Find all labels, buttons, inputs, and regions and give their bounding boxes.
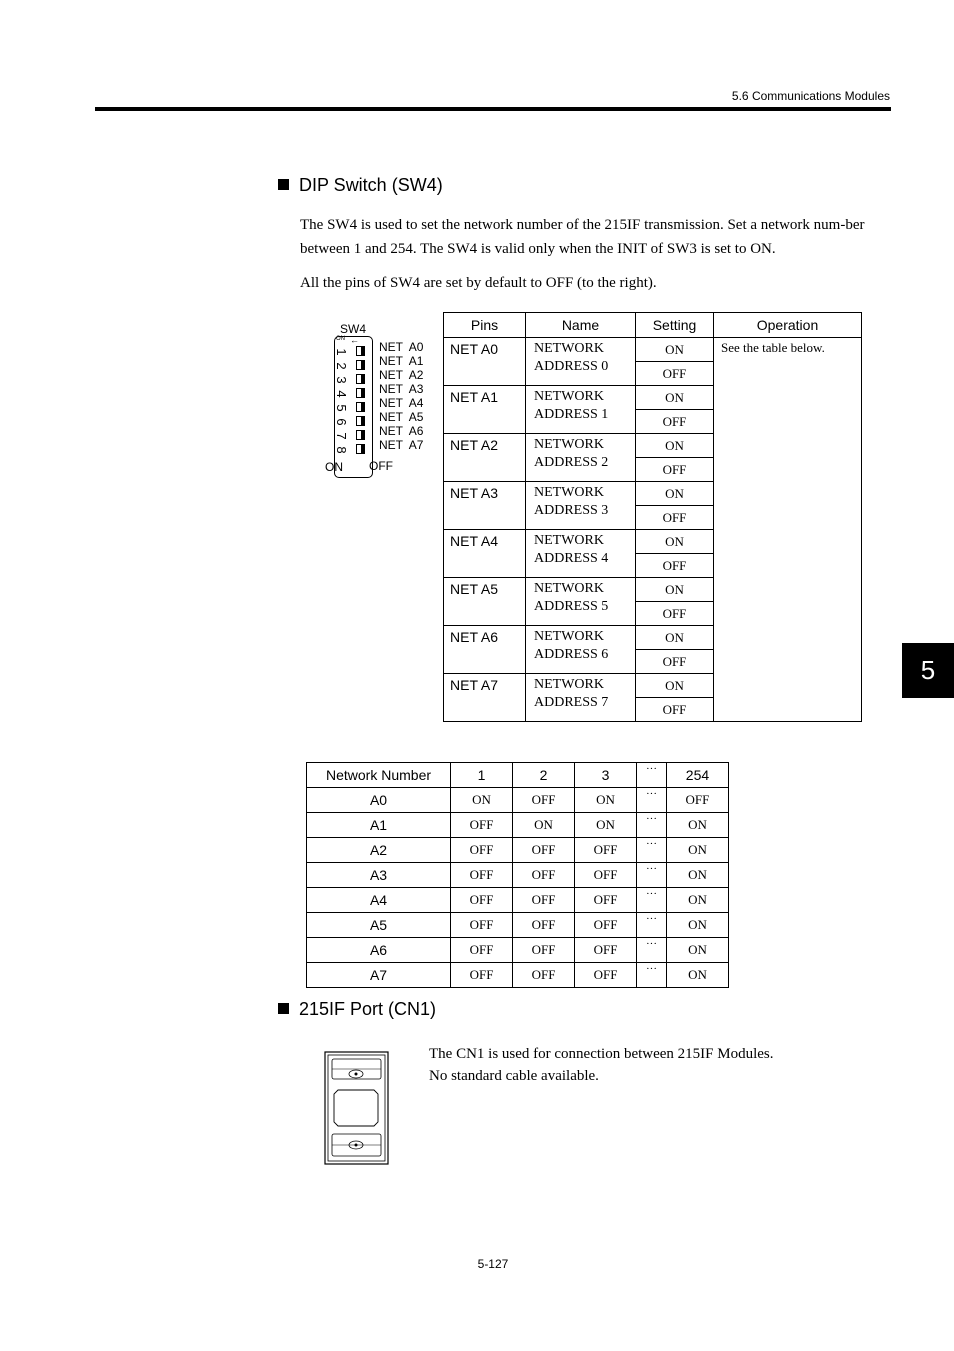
table-header-row <box>444 313 862 338</box>
col-header: 1 <box>451 763 513 788</box>
table-cell: OFF <box>575 938 637 963</box>
pin-cell: NET A7 <box>444 674 526 722</box>
name-line: ADDRESS 1 <box>534 407 609 422</box>
row-header: A2 <box>307 838 451 863</box>
setting-on: ON <box>636 338 714 362</box>
name-line: NETWORK <box>534 677 604 692</box>
row-header: A0 <box>307 788 451 813</box>
name-line: ADDRESS 5 <box>534 599 609 614</box>
row-header: A6 <box>307 938 451 963</box>
chapter-tab: 5 <box>902 643 954 698</box>
table-row <box>307 788 729 813</box>
cn1-line-2: No standard cable available. <box>429 1068 599 1084</box>
table-cell: OFF <box>666 788 728 813</box>
name-cell <box>526 674 636 722</box>
switch-on-mark: ON <box>336 336 345 342</box>
table-cell: ON <box>666 963 728 988</box>
arrow-left-icon: ← <box>350 335 359 345</box>
running-header: 5.6 Communications Modules <box>731 89 890 103</box>
name-line: ADDRESS 3 <box>534 503 609 518</box>
name-line: ADDRESS 4 <box>534 551 609 566</box>
table-cell: ··· <box>637 788 667 813</box>
pin-label: NET A7 <box>379 438 424 452</box>
dip-switch-figure <box>322 318 442 478</box>
switch-toggles <box>356 346 365 458</box>
table-cell: ··· <box>637 938 667 963</box>
table-cell: ON <box>451 788 513 813</box>
name-cell <box>526 626 636 674</box>
col-header: Network Number <box>307 763 451 788</box>
switch-toggle <box>356 374 365 384</box>
name-line: ADDRESS 0 <box>534 359 609 374</box>
pin-number: 1 <box>334 348 349 356</box>
switch-toggle <box>356 388 365 398</box>
table-cell: OFF <box>513 963 575 988</box>
table-cell: ··· <box>637 838 667 863</box>
table-cell: OFF <box>513 788 575 813</box>
switch-off-label: OFF <box>369 459 393 473</box>
table-cell: OFF <box>451 863 513 888</box>
setting-off: OFF <box>636 650 714 674</box>
table-cell: OFF <box>575 888 637 913</box>
pin-cell: NET A6 <box>444 626 526 674</box>
pin-label: NET A0 <box>379 340 424 354</box>
table-row <box>307 913 729 938</box>
col-header: 2 <box>513 763 575 788</box>
pin-number: 5 <box>334 404 349 412</box>
table-cell: ··· <box>637 863 667 888</box>
pin-label: NET A2 <box>379 368 424 382</box>
row-header: A5 <box>307 913 451 938</box>
col-header-setting: Setting <box>636 313 714 338</box>
row-header: A7 <box>307 963 451 988</box>
table-cell: OFF <box>451 838 513 863</box>
switch-toggle <box>356 430 365 440</box>
table-row <box>307 863 729 888</box>
table-cell: OFF <box>513 838 575 863</box>
switch-toggle <box>356 416 365 426</box>
pin-number: 3 <box>334 376 349 384</box>
pin-label: NET A1 <box>379 354 424 368</box>
switch-toggle <box>356 444 365 454</box>
table-cell: OFF <box>575 863 637 888</box>
table-cell: ON <box>666 838 728 863</box>
setting-on: ON <box>636 482 714 506</box>
name-line: NETWORK <box>534 533 604 548</box>
pin-number: 2 <box>334 362 349 370</box>
port-title: 215IF Port (CN1) <box>299 999 437 1019</box>
setting-on: ON <box>636 530 714 554</box>
setting-on: ON <box>636 386 714 410</box>
table-cell: ··· <box>637 963 667 988</box>
pin-label: NET A4 <box>379 396 424 410</box>
pin-label: NET A6 <box>379 424 424 438</box>
pin-cell: NET A4 <box>444 530 526 578</box>
table-cell: OFF <box>451 938 513 963</box>
name-line: NETWORK <box>534 581 604 596</box>
name-cell <box>526 530 636 578</box>
table-cell: OFF <box>513 863 575 888</box>
square-bullet-icon <box>278 179 289 190</box>
pin-number: 7 <box>334 432 349 440</box>
name-cell <box>526 386 636 434</box>
col-header-operation: Operation <box>714 313 862 338</box>
table-cell: OFF <box>451 913 513 938</box>
row-header: A4 <box>307 888 451 913</box>
table-cell: OFF <box>451 813 513 838</box>
table-header-row <box>307 763 729 788</box>
cn1-connector-icon <box>324 1050 390 1166</box>
table-row <box>307 938 729 963</box>
table-cell: OFF <box>575 913 637 938</box>
table-row <box>307 813 729 838</box>
pin-cell: NET A5 <box>444 578 526 626</box>
square-bullet-icon <box>278 1003 289 1014</box>
pins-table <box>443 312 862 722</box>
col-header-name: Name <box>526 313 636 338</box>
name-cell <box>526 482 636 530</box>
setting-on: ON <box>636 674 714 698</box>
table-row <box>307 838 729 863</box>
name-line: ADDRESS 2 <box>534 455 609 470</box>
table-cell: ON <box>666 913 728 938</box>
table-cell: OFF <box>575 963 637 988</box>
sw4-figure-title: SW4 <box>340 322 367 336</box>
row-header: A1 <box>307 813 451 838</box>
pin-number-column <box>330 345 354 457</box>
table-cell: ··· <box>637 813 667 838</box>
name-line: ADDRESS 6 <box>534 647 609 662</box>
table-cell: ON <box>575 813 637 838</box>
switch-toggle <box>356 402 365 412</box>
table-cell: OFF <box>575 838 637 863</box>
table-cell: OFF <box>451 888 513 913</box>
name-line: NETWORK <box>534 389 604 404</box>
name-cell <box>526 338 636 386</box>
table-cell: OFF <box>513 913 575 938</box>
switch-toggle <box>356 346 365 356</box>
col-header: 254 <box>666 763 728 788</box>
table-cell: ON <box>575 788 637 813</box>
name-line: NETWORK <box>534 629 604 644</box>
pin-label: NET A5 <box>379 410 424 424</box>
table-cell: ON <box>666 938 728 963</box>
pin-number: 4 <box>334 390 349 398</box>
setting-off: OFF <box>636 362 714 386</box>
page-number: 5-127 <box>477 1257 509 1271</box>
table-cell: OFF <box>513 938 575 963</box>
table-cell: OFF <box>451 963 513 988</box>
setting-off: OFF <box>636 506 714 530</box>
table-cell: ON <box>666 813 728 838</box>
pin-cell: NET A0 <box>444 338 526 386</box>
table-row <box>307 963 729 988</box>
pin-number: 8 <box>334 446 349 454</box>
setting-off: OFF <box>636 410 714 434</box>
pin-cell: NET A2 <box>444 434 526 482</box>
pin-label-column <box>379 340 423 452</box>
operation-cell: See the table below. <box>714 338 862 722</box>
setting-on: ON <box>636 626 714 650</box>
name-cell <box>526 434 636 482</box>
name-line: NETWORK <box>534 437 604 452</box>
name-line: NETWORK <box>534 341 604 356</box>
table-cell: ON <box>666 888 728 913</box>
table-cell: ON <box>666 863 728 888</box>
name-line: NETWORK <box>534 485 604 500</box>
col-header: ··· <box>637 763 667 788</box>
cn1-description <box>429 1043 849 1087</box>
switch-toggle <box>356 360 365 370</box>
header-rule <box>95 107 891 111</box>
setting-on: ON <box>636 434 714 458</box>
sw4-description: The SW4 is used to set the network number of the 215IF transmission. Set a network num-ber between 1 and 254. The SW4 is valid only when the INIT of SW3 is set to ON. <box>300 217 865 257</box>
port-heading <box>278 999 436 1020</box>
network-number-table <box>306 762 729 988</box>
sw4-default-note: All the pins of SW4 are set by default to OFF (to the right). <box>300 275 657 291</box>
table-cell: ··· <box>637 913 667 938</box>
setting-off: OFF <box>636 458 714 482</box>
setting-off: OFF <box>636 698 714 722</box>
table-cell: ··· <box>637 888 667 913</box>
pin-label: NET A3 <box>379 382 424 396</box>
pin-number: 6 <box>334 418 349 426</box>
table-row <box>444 338 862 362</box>
dip-switch-heading <box>278 175 443 196</box>
pin-cell: NET A3 <box>444 482 526 530</box>
col-header: 3 <box>575 763 637 788</box>
col-header-pins: Pins <box>444 313 526 338</box>
switch-on-label: ON <box>325 460 343 474</box>
table-row <box>307 888 729 913</box>
dip-switch-title: DIP Switch (SW4) <box>299 175 443 195</box>
setting-off: OFF <box>636 554 714 578</box>
table-cell: ON <box>513 813 575 838</box>
name-cell <box>526 578 636 626</box>
pin-cell: NET A1 <box>444 386 526 434</box>
cn1-line-1: The CN1 is used for connection between 215IF Modules. <box>429 1046 774 1062</box>
name-line: ADDRESS 7 <box>534 695 609 710</box>
setting-off: OFF <box>636 602 714 626</box>
table-cell: OFF <box>513 888 575 913</box>
setting-on: ON <box>636 578 714 602</box>
row-header: A3 <box>307 863 451 888</box>
